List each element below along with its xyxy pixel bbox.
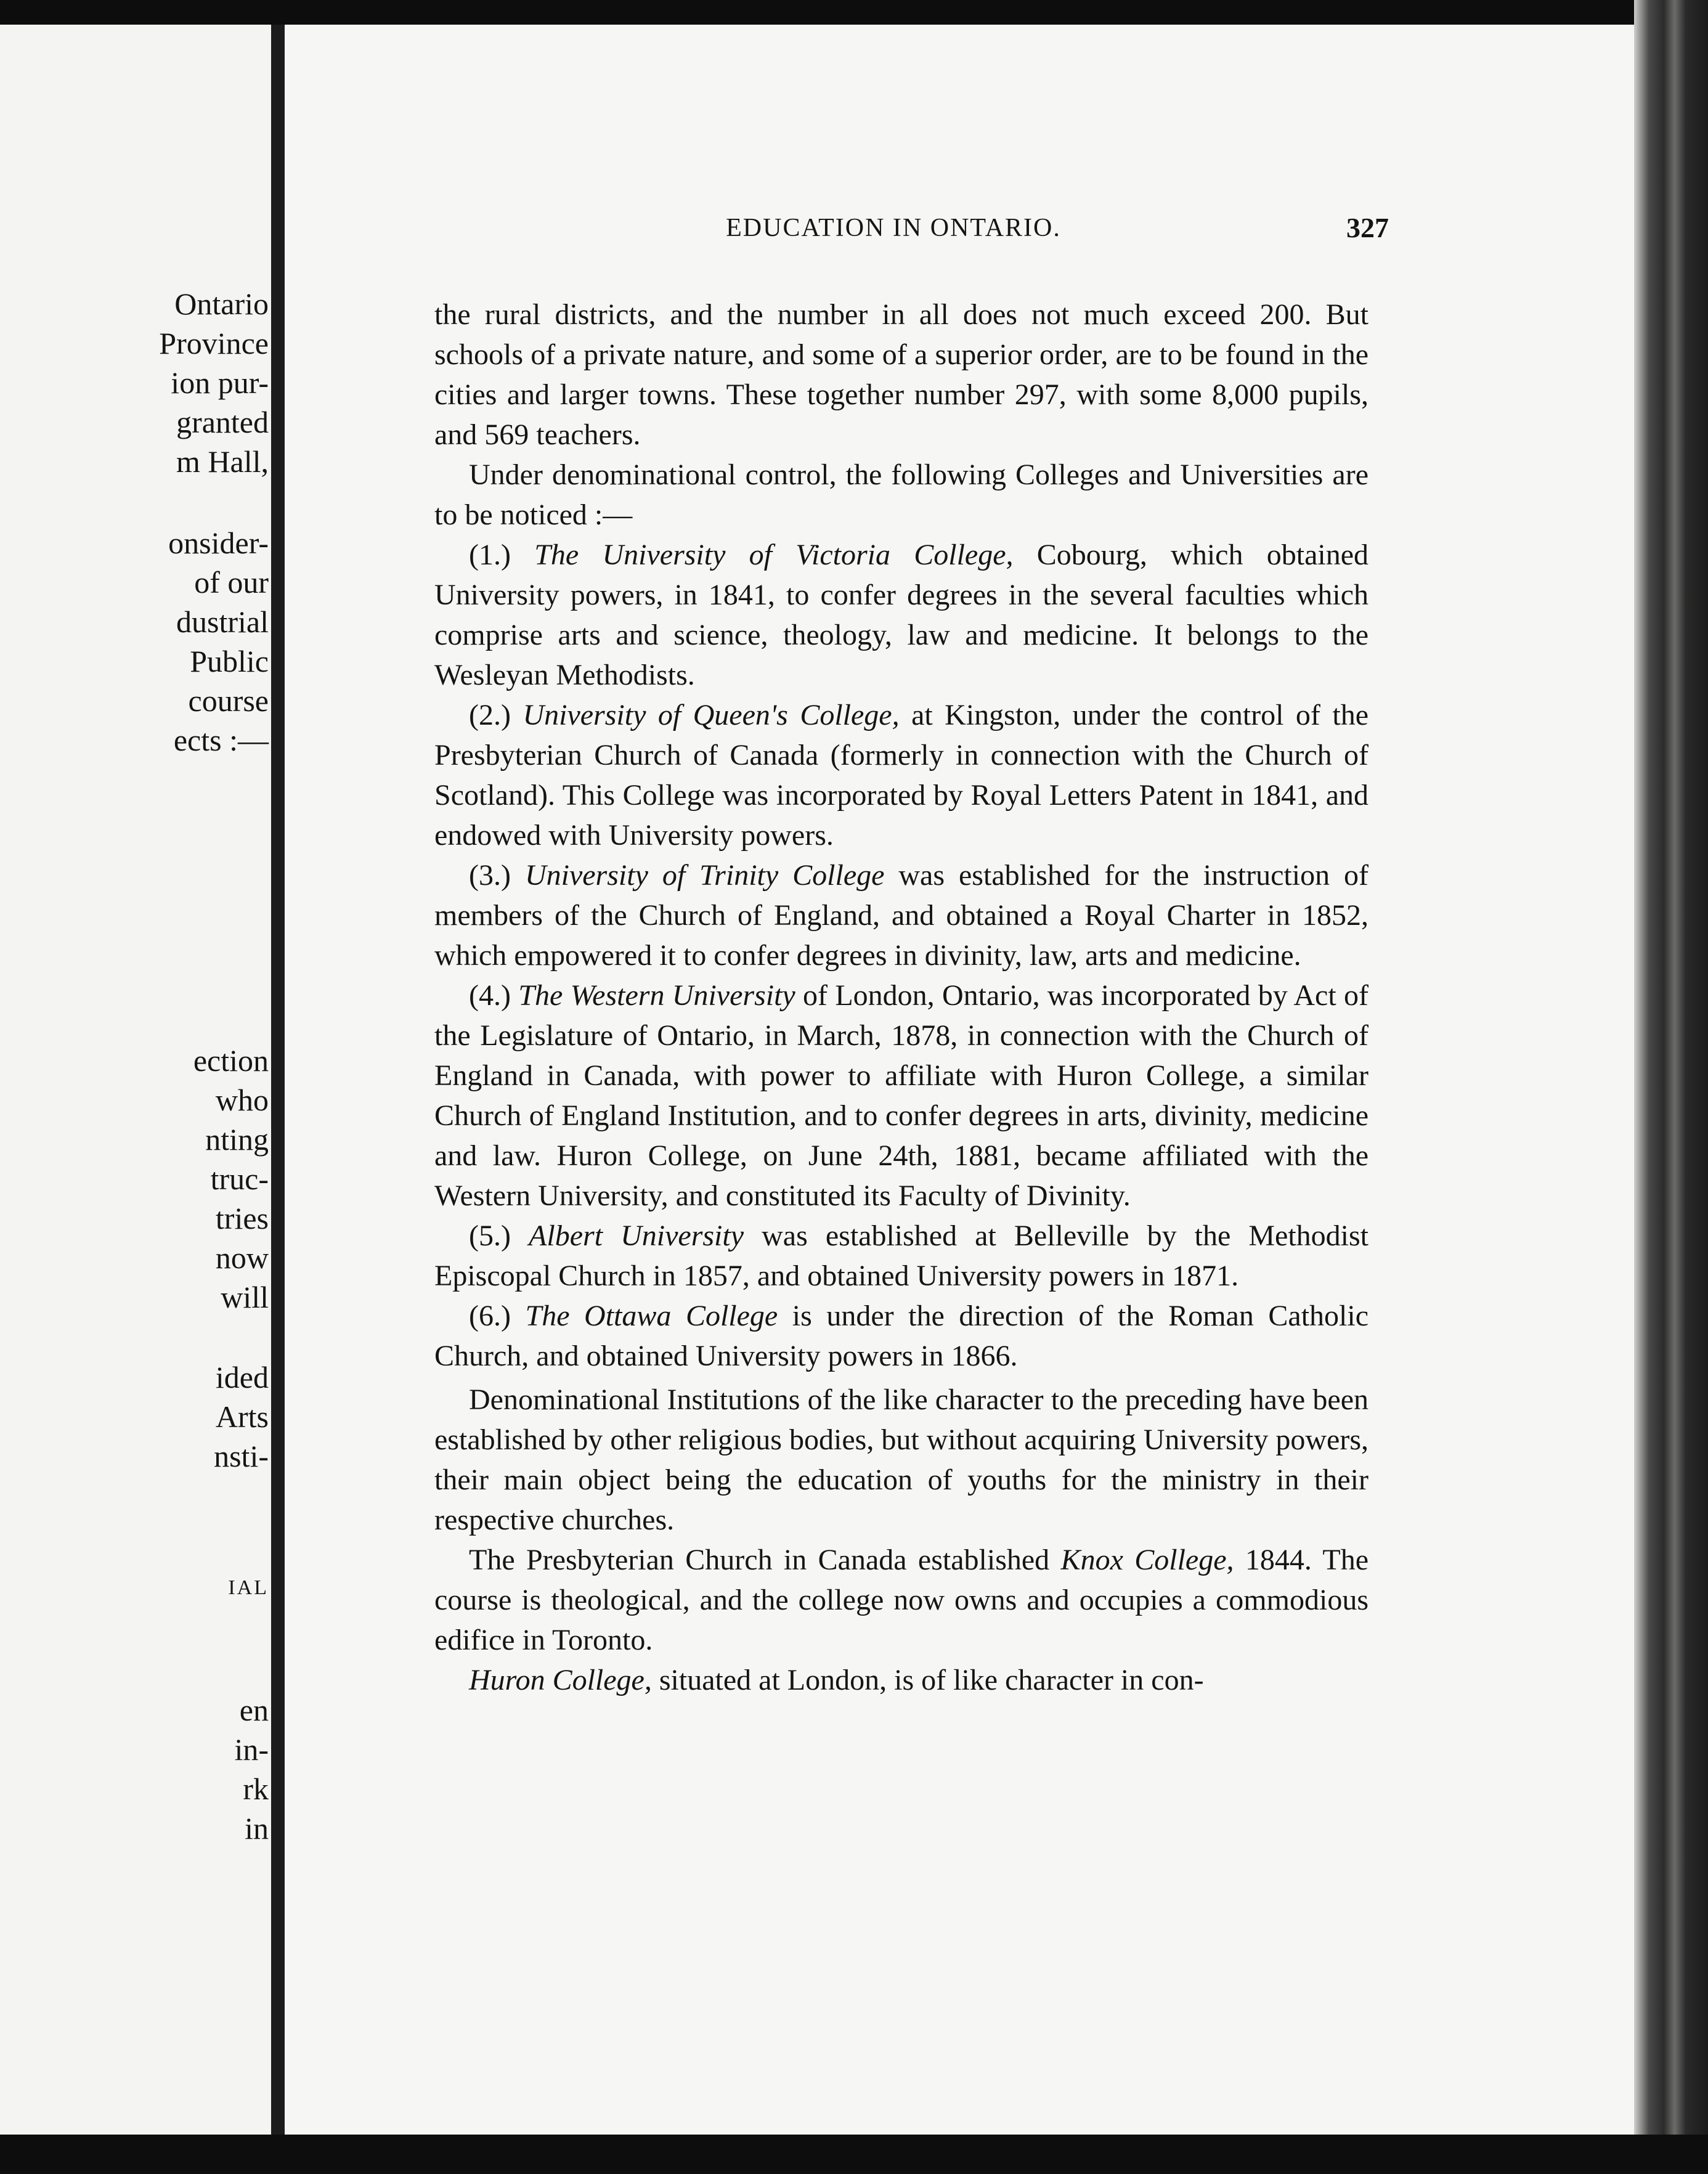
left-page-text: of our [194,565,269,600]
paragraph [434,535,1368,695]
body-text [434,295,1368,1700]
left-page-text: ion pur- [171,365,269,400]
paragraph-text: is under the direction of the Roman Catholic Church, and obtained University powers in 1866. [434,1300,1369,1372]
item-number: (4.) [469,979,519,1012]
paragraph-text: at Kingston, under the control of the Presbyterian Church of Canada (formerly in connection with the Church of Scotland). This College was incorporated by Royal Letters Patent in 1841, and endowed with University powers. [434,699,1369,852]
left-page-text: will [221,1280,269,1314]
left-page-text: ects :— [173,723,269,757]
paragraph [434,1296,1368,1376]
left-page-fragment [0,25,277,2138]
left-page-text: now [215,1240,269,1275]
institution-name: The Western University [518,979,795,1012]
institution-name: Knox College, [1060,1544,1234,1576]
left-page-text: in- [234,1732,269,1767]
left-page-text: en [239,1693,269,1727]
paragraph: the rural districts, and the number in all does not much exceed 200. But schools of a private nature, and some of a superior order, are to be found in the cities and larger towns. These together number 297, with some 8,000 pupils, and 569 teachers. [434,298,1368,451]
paragraph-text: situated at London, is of like character in con- [651,1664,1204,1696]
left-page-text: tries [215,1201,269,1236]
book-gutter [271,25,286,2138]
left-page-text: course [188,683,269,718]
left-page-text: Arts [215,1399,269,1434]
institution-name: University of Trinity College [524,859,885,892]
institution-name: Huron College, [469,1664,652,1696]
running-title: EDUCATION IN ONTARIO. [726,214,1061,242]
left-page-text: nsti- [214,1439,269,1473]
left-page-text: m Hall, [176,444,269,479]
left-page-text: ection [193,1043,269,1078]
running-head [425,210,1389,246]
left-page-text: rk [243,1772,269,1806]
left-page-text: ided [215,1360,269,1394]
paragraph-text: 1844. The course is theological, and the college now owns and occupies a commodious edifice in Toronto. [434,1544,1369,1656]
paragraph [434,1540,1368,1660]
left-page-text: onsider- [168,526,269,560]
left-page-text: nting [205,1122,269,1157]
item-number: (6.) [469,1300,526,1332]
left-page-text: granted [176,405,269,439]
page-stack-edge [1634,0,1708,2174]
paragraph [434,855,1368,975]
paragraph-text: of London, Ontario, was incorporated by Act of the Legislature of Ontario, in March, 1878, in connection with the Church of England in Canada, with power to affiliate with Huron College, a similar Church of England Institution, and to confer degrees in arts, divinity, medicine and law. Huron College, on June 24th, 1881, became affiliated with the Western University, and constituted its Faculty of Divinity. [434,979,1368,1212]
paragraph-text: was established at Belleville by the Methodist Episcopal Church in 1857, and obtained University powers in 1871. [434,1219,1369,1292]
paragraph-text: was established for the instruction of members of the Church of England, and obtained a Royal Charter in 1852, which empowered it to confer degrees in divinity, law, arts and medicine. [434,859,1369,972]
item-number: (1.) [469,539,535,571]
scan-bottom-border [0,2135,1708,2174]
left-page-text: who [215,1083,269,1117]
item-number: (5.) [469,1219,529,1252]
institution-name: Albert University [529,1219,744,1252]
left-page-text: in [245,1811,269,1846]
left-page-text: Public [190,644,269,678]
paragraph [434,1660,1368,1700]
paragraph [434,1216,1368,1296]
page-number: 327 [1346,212,1389,243]
left-page-text: Ontario [174,287,269,321]
paragraph-text: The Presbyterian Church in Canada established [469,1544,1061,1576]
institution-name: The University of Victoria College, [534,539,1014,571]
paragraph [434,975,1368,1216]
paragraph [434,695,1368,855]
institution-name: The Ottawa College [525,1300,778,1332]
left-page-text: IAL [228,1576,269,1599]
left-page-text: truc- [210,1162,269,1196]
item-number: (3.) [469,859,525,892]
paragraph-text: Cobourg, which obtained University powers, in 1841, to confer degrees in the several faculties which comprise arts and science, theology, law and medicine. It belongs to the Wesleyan Methodists. [434,539,1369,691]
left-page-text: Province [159,326,269,360]
institution-name: University of Queen's College, [523,699,900,731]
paragraph: Denominational Institutions of the like character to the preceding have been established by other religious bodies, but without acquiring University powers, their main object being the education of youths for the ministry in their respective churches. [434,1383,1368,1536]
paragraph: Under denominational control, the following Colleges and Universities are to be noticed :— [434,458,1368,531]
left-page-text: dustrial [176,605,269,639]
item-number: (2.) [469,699,523,731]
